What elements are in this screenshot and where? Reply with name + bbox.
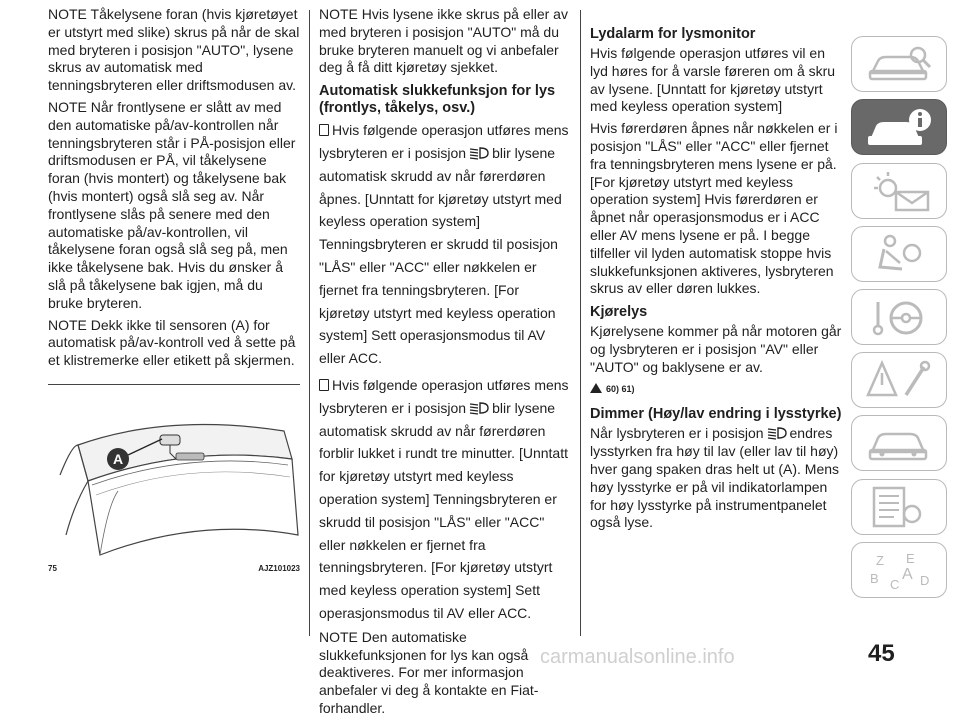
car-maintenance-icon <box>866 422 934 466</box>
section-heading-dimmer: Dimmer (Høy/lav endring i lysstyrke) <box>590 406 842 423</box>
bullet-square-icon <box>319 379 329 391</box>
bullet-door-open <box>319 119 571 370</box>
tab-index[interactable] <box>851 542 947 598</box>
tab-maintenance[interactable] <box>851 415 947 471</box>
bullet-1-text-start: Hvis følgende operasjon utføres mens lysbryteren er i posisjon <box>319 122 569 161</box>
figure-code: AJZ101023 <box>258 564 300 573</box>
note-sensor: NOTE Dekk ikke til sensoren (A) for automatisk på/av-kontroll ved å sette på et klistremerke eller etikett på skjermen. <box>48 316 296 369</box>
windshield-sensor-figure <box>48 385 300 563</box>
tab-getting-to-know[interactable] <box>851 36 947 92</box>
text-column-1 <box>48 6 300 374</box>
svg-text:C: C <box>890 577 900 592</box>
note-manual-switch: NOTE Hvis lysene ikke skrus på eller av med bryteren i posisjon "AUTO" må du bruke bryteren manuelt og vi anbefaler deg å få ditt kjøretøy sjekket. <box>319 6 568 76</box>
bullet-2-text-end: blir lysene automatisk skrudd av når førerdøren forblir lukket i rundt tre minutter. [Unntatt for kjøretøy utstyrt med keyless operation system] Tenningsbryteren er skrudd til posisjon "LÅS" eller "ACC" eller nøkkelen er fjernet fra tenningsbryteren. [For kjøretøy utstyrt med keyless operation system] Sett operasjonsmodus til AV eller ACC. <box>319 399 568 621</box>
seat-airbag-icon <box>866 233 934 277</box>
tab-safety[interactable] <box>851 226 947 282</box>
tab-emergency[interactable] <box>851 352 947 408</box>
bullet-three-minutes <box>319 374 571 625</box>
section-heading-auto-off: Automatisk slukkefunksjon for lys (frontlys, tåkelys, osv.) <box>319 83 556 117</box>
breakdown-triangle-wrench-icon <box>866 359 934 403</box>
tab-technical-data[interactable] <box>851 479 947 535</box>
section-heading-daytime-lights: Kjørelys <box>590 304 648 321</box>
low-beam-icon <box>468 146 490 160</box>
figure-number: 75 <box>48 564 57 573</box>
watermark: carmanualsonline.info <box>540 646 735 668</box>
text-column-2 <box>319 6 571 722</box>
steering-wheel-key-icon <box>866 296 934 340</box>
callout-a-label: A <box>112 451 124 467</box>
daytime-lights-text: Kjørelysene kommer på når motoren går og lysbryteren er i posisjon "AV" eller "AUTO" og baklysene er av. <box>590 323 842 375</box>
bullet-square-icon <box>319 124 329 136</box>
alphabetical-index-icon <box>866 549 934 593</box>
windshield-illustration <box>48 385 300 563</box>
svg-text:D: D <box>920 573 930 588</box>
svg-text:A: A <box>902 566 913 583</box>
column-divider-right <box>580 10 581 636</box>
warning-triangle-icon <box>590 383 602 393</box>
note-deactivate: NOTE Den automatiske slukkefunksjonen for lys kan også deaktiveres. For mer informasjon anbefaler vi deg å kontakte en Fiat-forhandler. <box>319 628 539 716</box>
car-info-icon <box>866 106 934 150</box>
tab-instruments[interactable] <box>851 99 947 155</box>
tab-starting-driving[interactable] <box>851 289 947 345</box>
note-auto-switch-off: NOTE Når frontlysene er slått av med den automatiske på/av-kontrollen når tenningsbryteren står i PÅ-posisjon eller driftsmodusen er PÅ, vil tåkelysene foran (hvis montert) og tåkelysene bak (hvis montert) også slå seg av. Når frontlysene slås på senere med den automatiske på/av-kontrollen, vil tåkelysene foran også slå seg på, men ikke tåkelysene bak. Hvis du ønsker å slå på tåkelysene bak igjen, må du bruke bryteren. <box>48 98 296 311</box>
text-column-3 <box>590 6 846 536</box>
bullet-1-text-end: blir lysene automatisk skrudd av når førerdøren åpnes. [Unntatt for kjøretøy utstyrt med keyless operation system] Tenningsbryteren er skrudd til posisjon "LÅS" eller "ACC" eller nøkkelen er fjernet fra tenningsbryteren. [For kjøretøy utstyrt med keyless operation system] Sett operasjonsmodus til AV eller ACC. <box>319 144 562 367</box>
note-fog-lights: NOTE Tåkelysene foran (hvis kjøretøyet er utstyrt med slike) skrus på når de skal med bryteren i posisjon "AUTO", lysene skrus av automatisk med tenningsbryteren eller driftsmodusen av. <box>48 6 300 94</box>
tab-warning-lights[interactable] <box>851 163 947 219</box>
specifications-list-icon <box>866 486 934 530</box>
warning-reference <box>590 381 846 399</box>
svg-text:Z: Z <box>876 553 884 568</box>
warning-light-envelope-icon <box>866 170 934 214</box>
column-divider-left <box>309 10 310 636</box>
dimmer-text-end: endres lysstyrken fra høy til lav (eller lav til høy) hver gang spaken dras helt ut (A). Mens høy lysstyrke er på vil indikatorlampen for høy lysstyrke på instrumentpanelet også lyse. <box>590 425 840 531</box>
svg-text:E: E <box>906 551 915 566</box>
alarm-intro: Hvis følgende operasjon utføres vil en lyd høres for å varsle føreren om å skru av lysene. [Unntatt for kjøretøy utstyrt med keyless operation system] <box>590 45 836 115</box>
bullet-2-text-start: Hvis følgende operasjon utføres mens lysbryteren er i posisjon <box>319 376 569 416</box>
alarm-details: Hvis førerdøren åpnes når nøkkelen er i posisjon "LÅS" eller "ACC" eller fjernet fra tenningsbryteren mens lysene er på. [For kjøretøy utstyrt med keyless operation system] Hvis førerdøren er åpnet når operasjonsmodus er i ACC eller AV mens lysene er på. I begge tilfeller vil lyden automatisk stoppe hvis slukkefunksjonen aktiveres, lysbryteren skrus av eller døren lukkes. <box>590 120 838 297</box>
low-beam-icon <box>766 426 788 440</box>
section-heading-audible-alarm: Lydalarm for lysmonitor <box>590 26 756 42</box>
car-magnifier-icon <box>866 43 934 87</box>
warning-numbers: 60) 61) <box>606 383 635 394</box>
low-beam-icon <box>468 401 490 415</box>
dimmer-text <box>590 425 846 532</box>
page-number: 45 <box>868 640 895 667</box>
svg-text:B: B <box>870 571 879 586</box>
dimmer-text-start: Når lysbryteren er i posisjon <box>590 425 764 442</box>
